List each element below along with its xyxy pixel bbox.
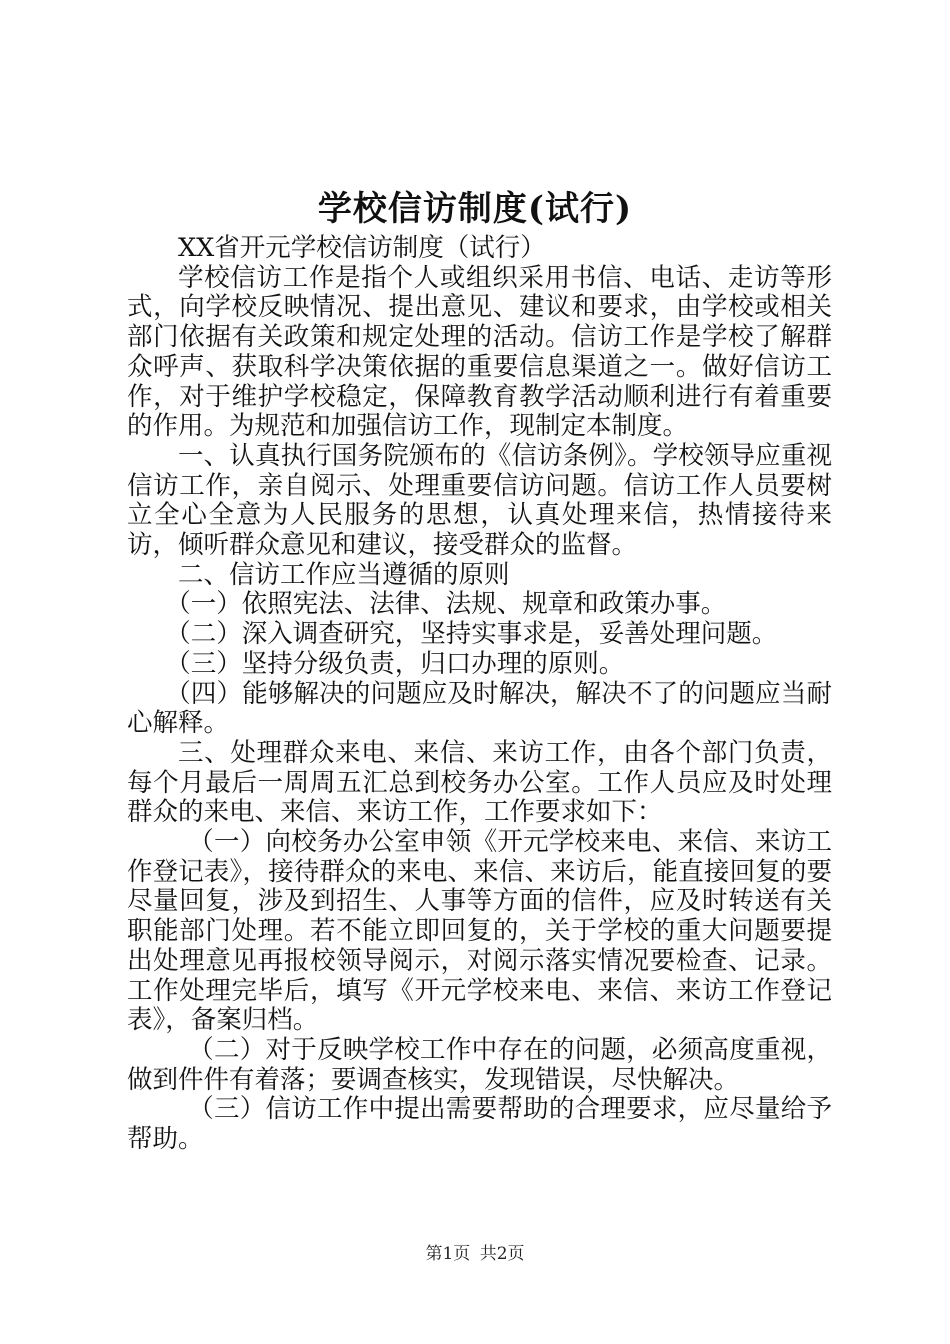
principle-item-3: （三）坚持分级负责，归口办理的原则。 [165, 648, 625, 679]
document-body [127, 234, 832, 1155]
principle-item-2: （二）深入调查研究，坚持实事求是，妥善处理问题。 [165, 619, 778, 650]
principle-item-4: （四）能够解决的问题应及时解决，解决不了的问题应当耐心解释。 [127, 678, 832, 739]
principle-item-1: （一）依照宪法、法律、法规、规章和政策办事。 [165, 589, 727, 620]
requirement-item-2: （二）对于反映学校工作中存在的问题，必须高度重视，做到件件有着落；要调查核实，发现错误，尽快解决。 [127, 1034, 832, 1095]
document-title: 学校信访制度(试行) [317, 189, 633, 229]
section-three-paragraph: 三、处理群众来电、来信、来访工作，由各个部门负责，每个月最后一周周五汇总到校务办公室。工作人员应及时处理群众的来电、来信、来访工作，工作要求如下： [127, 737, 832, 828]
section-one-paragraph: 一、认真执行国务院颁布的《信访条例》。学校领导应重视信访工作，亲自阅示、处理重要信访问题。信访工作人员要树立全心全意为人民服务的思想，认真处理来信，热情接待来访，倾听群众意见和建议，接受群众的监督。 [127, 440, 832, 561]
requirement-item-3: （三）信访工作中提出需要帮助的合理要求，应尽量给予帮助。 [127, 1094, 832, 1155]
page-number: 第1页 [425, 1244, 471, 1264]
section-two-heading: 二、信访工作应当遵循的原则 [178, 559, 510, 590]
page-footer [0, 1243, 950, 1265]
page-total: 共2页 [479, 1244, 525, 1264]
subtitle-paragraph: XX省开元学校信访制度（试行） [178, 233, 546, 263]
intro-paragraph: 学校信访工作是指个人或组织采用书信、电话、走访等形式，向学校反映情况、提出意见、建议和要求，由学校或相关部门依据有关政策和规定处理的活动。信访工作是学校了解群众呼声、获取科学决策依据的重要信息渠道之一。做好信访工作，对于维护学校稳定，保障教育教学活动顺利进行有着重要的作用。为规范和加强信访工作，现制定本制度。 [127, 262, 832, 442]
requirement-item-1: （一）向校务办公室申领《开元学校来电、来信、来访工作登记表》，接待群众的来电、来信、来访后，能直接回复的要尽量回复，涉及到招生、人事等方面的信件，应及时转送有关职能部门处理。若不能立即回复的，关于学校的重大问题要提出处理意见再报校领导阅示，对阅示落实情况要检查、记录。工作处理完毕后，填写《开元学校来电、来信、来访工作登记表》，备案归档。 [127, 827, 832, 1036]
